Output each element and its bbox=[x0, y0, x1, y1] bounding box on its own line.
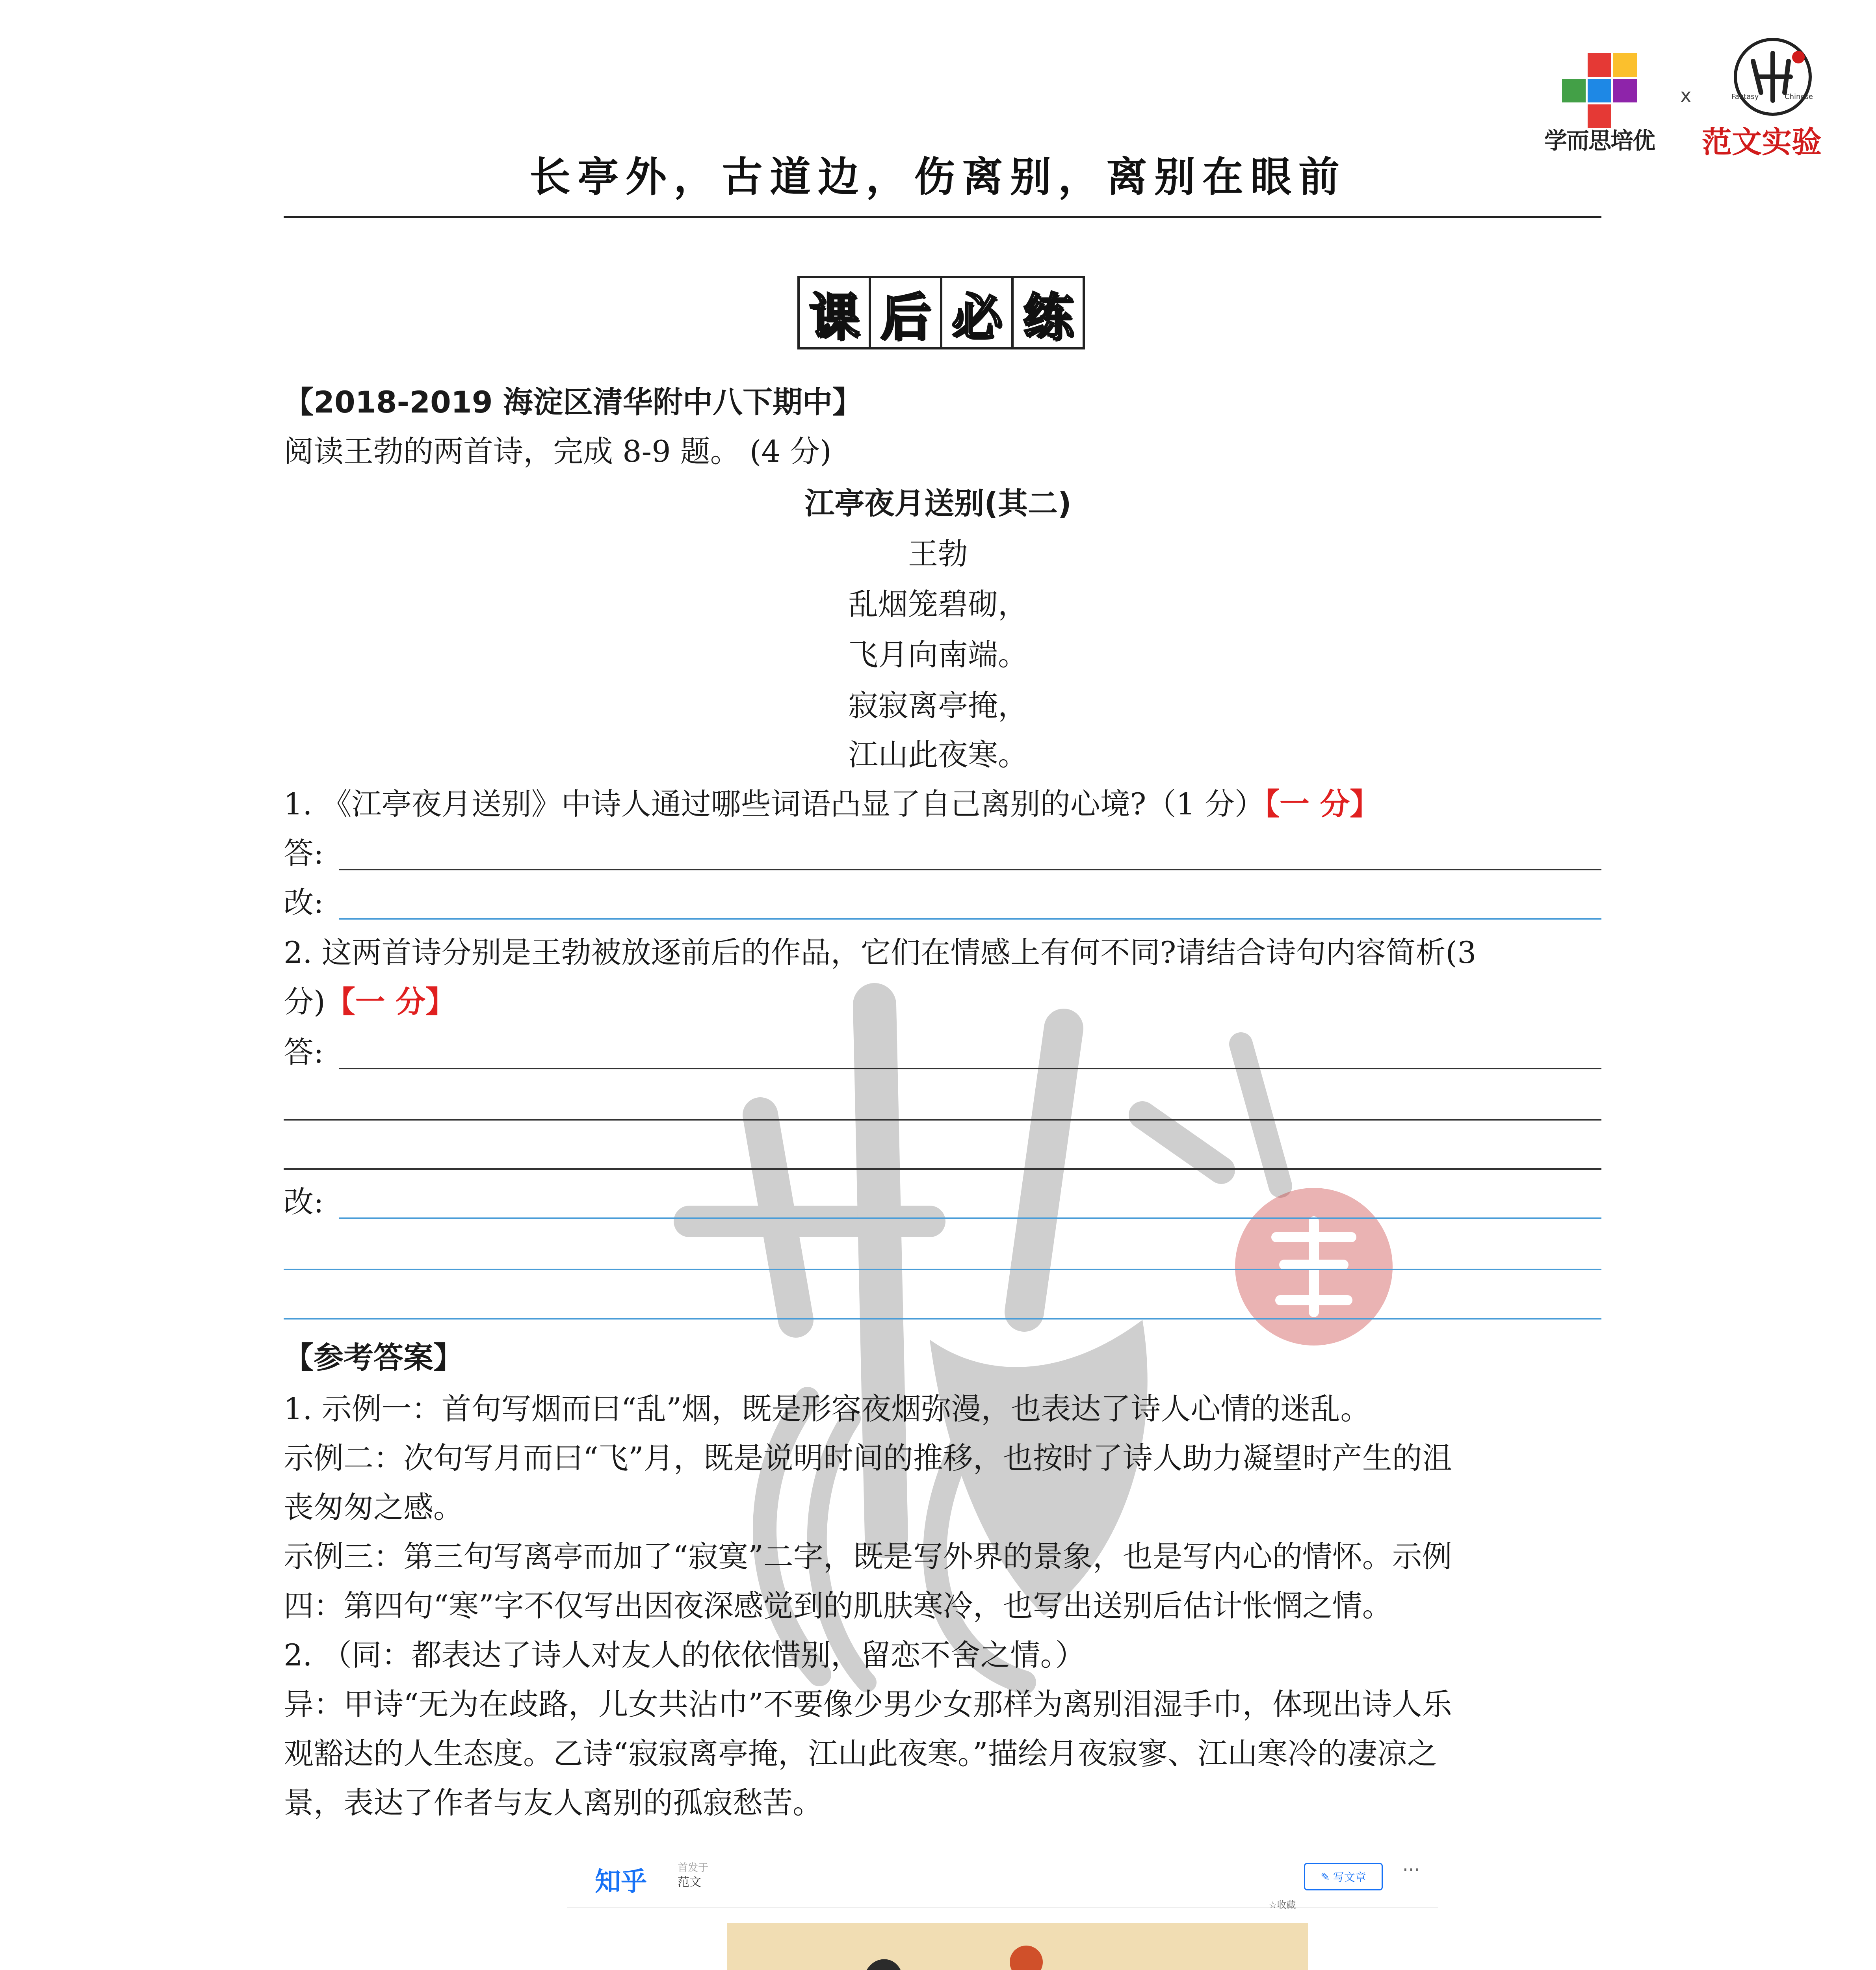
seal-watermark-icon bbox=[1229, 1182, 1399, 1351]
write-article-label: 写文章 bbox=[1333, 1871, 1366, 1884]
reference-line: 1. 示例一：首句写烟而曰“乱”烟，既是形容夜烟弥漫，也表达了诗人心情的迷乱。 bbox=[284, 1391, 1371, 1426]
revise-label: 改: bbox=[284, 885, 324, 920]
poem-title: 江亭夜月送别(其二) bbox=[804, 486, 1072, 521]
answer-line[interactable] bbox=[339, 1068, 1601, 1069]
answer-label: 答: bbox=[284, 836, 324, 871]
question-2-text-cont: 分) bbox=[284, 984, 325, 1019]
brand-right-small2: Chinese bbox=[1785, 93, 1813, 101]
write-article-button[interactable] bbox=[1304, 1863, 1383, 1890]
zhihu-column-link[interactable]: 范文 bbox=[678, 1875, 701, 1889]
zhihu-published-in: 首发于 bbox=[678, 1862, 709, 1874]
reference-line: 示例二：次句写月而曰“飞”月，既是说明时间的推移，也按时了诗人助力凝望时产生的沮 bbox=[284, 1440, 1452, 1476]
revise-line[interactable] bbox=[339, 1217, 1601, 1219]
poem-line: 江山此夜寒。 bbox=[848, 737, 1028, 772]
wang-bo-painting bbox=[727, 1923, 1308, 1970]
revise-label: 改: bbox=[284, 1184, 324, 1219]
reference-line: 观豁达的人生态度。乙诗“寂寂离亭掩，江山此夜寒。”描绘月夜寂寥、江山寒冷的凄凉之 bbox=[284, 1736, 1437, 1771]
reference-line: 2. （同：都表达了诗人对友人的依依惜别，留恋不舍之情。） bbox=[284, 1637, 1085, 1673]
brand-separator: x bbox=[1680, 85, 1692, 107]
favorite-button[interactable]: ☆收藏 bbox=[1269, 1899, 1296, 1911]
reference-line: 景，表达了作者与友人离别的孤寂愁苦。 bbox=[284, 1785, 823, 1820]
reference-line: 丧匆匆之感。 bbox=[284, 1490, 463, 1525]
reference-heading: 【参考答案】 bbox=[284, 1340, 463, 1375]
question-1-text: 1. 《江亭夜月送别》中诗人通过哪些词语凸显了自己离别的心境?（1 分） bbox=[284, 786, 1265, 821]
fantasy-chinese-logo-icon bbox=[1726, 33, 1820, 128]
reference-line: 异：甲诗“无为在歧路，儿女共沾巾”不要像少男少女那样为离别泪湿手巾，体现出诗人乐 bbox=[284, 1687, 1452, 1722]
source-label: 【2018-2019 海淀区清华附中八下期中】 bbox=[284, 385, 863, 420]
answer-line[interactable] bbox=[284, 1168, 1601, 1170]
zhihu-header-bar bbox=[567, 1852, 1438, 1911]
reference-line: 示例三：第三句写离亭而加了“寂寞”二字，既是写外界的景象，也是写内心的情怀。示例 bbox=[284, 1539, 1452, 1574]
header-title: 长亭外，古道边，伤离别，离别在眼前 bbox=[529, 152, 1347, 201]
question-2-score: 【一 分】 bbox=[325, 984, 456, 1019]
reference-line: 四：第四句“寒”字不仅写出因夜深感觉到的肌肤寒冷，也写出送别后估计怅惘之情。 bbox=[284, 1588, 1392, 1623]
zhihu-logo[interactable]: 知乎 bbox=[595, 1866, 647, 1897]
more-icon[interactable]: ··· bbox=[1402, 1859, 1420, 1880]
question-1 bbox=[284, 786, 1380, 822]
answer-line[interactable] bbox=[339, 869, 1601, 870]
stamp-char: 后 bbox=[869, 276, 942, 349]
answer-label: 答: bbox=[284, 1035, 324, 1070]
revise-line[interactable] bbox=[284, 1318, 1601, 1320]
question-2-line2 bbox=[284, 984, 455, 1020]
instruction: 阅读王勃的两首诗，完成 8-9 题。 (4 分) bbox=[284, 434, 832, 469]
stamp-char: 课 bbox=[797, 276, 871, 349]
poem-line: 寂寂离亭掩， bbox=[848, 688, 1028, 723]
question-1-score: 【一 分】 bbox=[1264, 786, 1380, 821]
revise-line[interactable] bbox=[339, 918, 1601, 920]
poem-line: 乱烟笼碧砌， bbox=[848, 587, 1028, 622]
stamp-char: 练 bbox=[1011, 276, 1085, 349]
question-2-text: 2. 这两首诗分别是王勃被放逐前后的作品，它们在情感上有何不同?请结合诗句内容简析(3 bbox=[284, 935, 1477, 970]
brand-right-text: 范文实验 bbox=[1702, 125, 1822, 160]
stamp-char: 必 bbox=[940, 276, 1014, 349]
header-divider bbox=[284, 216, 1601, 218]
poem-author: 王勃 bbox=[908, 536, 968, 571]
edit-icon: ✎ bbox=[1321, 1870, 1330, 1883]
brand-right-small1: Fantasy bbox=[1731, 93, 1759, 101]
answer-line[interactable] bbox=[284, 1119, 1601, 1121]
revise-line[interactable] bbox=[284, 1269, 1601, 1270]
poem-line: 飞月向南端。 bbox=[848, 637, 1028, 672]
section-stamp bbox=[800, 276, 1085, 349]
brand-left-text: 学而思培优 bbox=[1544, 127, 1655, 154]
